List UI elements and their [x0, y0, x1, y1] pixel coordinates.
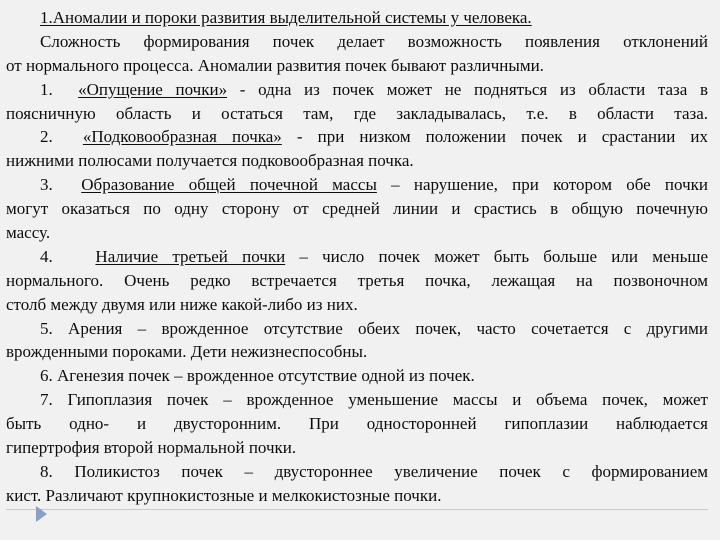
item-1-number: 1.	[40, 79, 53, 99]
item-2-number: 2.	[40, 127, 53, 147]
item-4-line-3: столб между двумя или ниже какой-либо из них.	[6, 294, 358, 314]
item-1-term: «Опущение почки»	[78, 79, 228, 99]
item-1-line-1: 1. «Опущение почки» - одна из почек может не подняться из области таза в	[40, 79, 708, 99]
item-5-line-2: врожденными пороками. Дети нежизнеспособны.	[6, 342, 368, 362]
arrow-right-icon[interactable]	[36, 506, 47, 522]
item-7-line-2: быть одно- и двусторонним. При односторонней гипоплазии наблюдается	[6, 414, 708, 434]
item-4-line-2: нормального. Очень редко встречается третья почка, лежащая на позвоночном	[6, 270, 708, 290]
item-1-line-2: поясничную область и остаться там, где закладывалась, т.е. в области таза.	[6, 103, 708, 123]
item-7-line-3: гипертрофия второй нормальной почки.	[6, 438, 297, 458]
intro-line-1: Сложность формирования почек делает возможность появления отклонений	[40, 31, 708, 51]
intro-line-2: от нормального процесса. Аномалии развития почек бывают различными.	[6, 55, 544, 75]
item-6-line-1: 6. Агенезия почек – врожденное отсутствие одной из почек.	[40, 366, 475, 386]
item-2-line-1: 2. «Подковообразная почка» - при низком положении почек и срастании их	[40, 127, 708, 147]
item-4-line-1: 4. Наличие третьей почки – число почек может быть больше или меньше	[40, 246, 708, 266]
item-2-line-2: нижними полюсами получается подковообразная почка.	[6, 151, 414, 171]
document-body	[6, 6, 708, 508]
item-3-line-1: 3. Образование общей почечной массы – нарушение, при котором обе почки	[40, 175, 708, 195]
item-4-term: Наличие третьей почки	[95, 246, 286, 266]
item-3-number: 3.	[40, 175, 53, 195]
item-4-number: 4.	[40, 246, 53, 266]
item-3-line-3: массу.	[6, 223, 51, 243]
item-3-term: Образование общей почечной массы	[81, 175, 377, 195]
document-title: 1.Аномалии и пороки развития выделительной системы у человека.	[40, 8, 532, 27]
item-7-line-1: 7. Гипоплазия почек – врожденное уменьшение массы и объема почек, может	[40, 390, 708, 410]
item-8-line-1: 8. Поликистоз почек – двустороннее увеличение почек с формированием	[40, 461, 708, 481]
item-8-line-2: кист. Различают крупнокистозные и мелкокистозные почки.	[6, 485, 442, 505]
item-5-line-1: 5. Арения – врожденное отсутствие обеих почек, часто сочетается с другими	[40, 318, 708, 338]
item-3-line-2: могут оказаться по одну сторону от средней линии и срастись в общую почечную	[6, 199, 708, 219]
bottom-divider	[6, 509, 708, 510]
item-2-term: «Подковообразная почка»	[82, 127, 282, 147]
